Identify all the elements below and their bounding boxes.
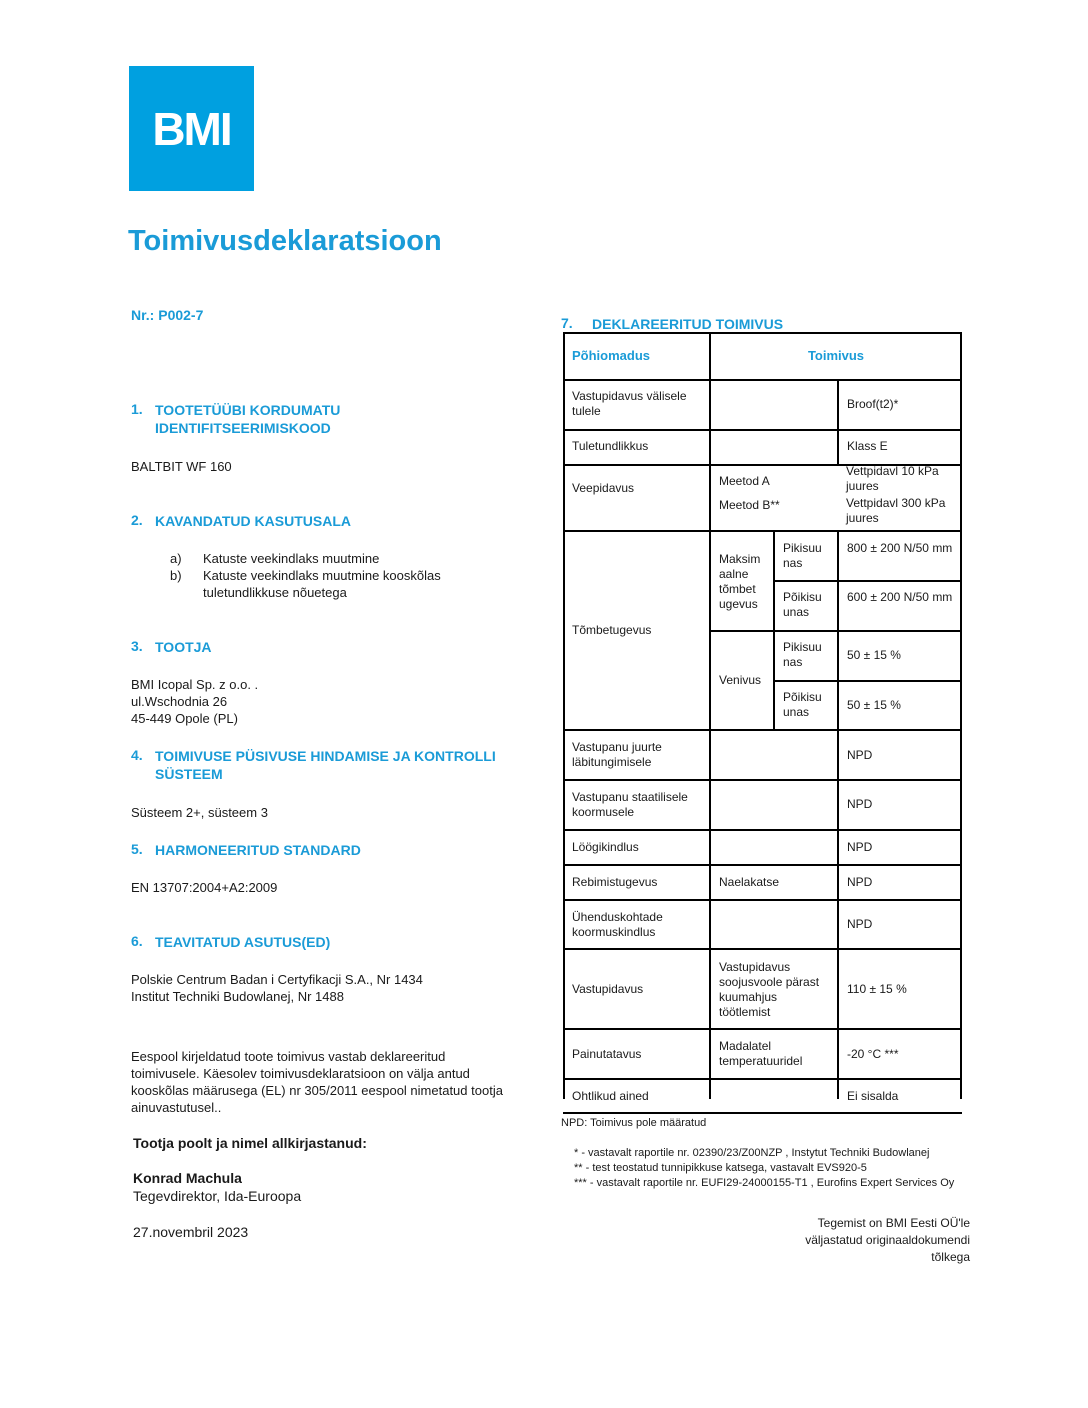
table-border bbox=[960, 332, 962, 1099]
manufacturer-address bbox=[131, 676, 258, 727]
property-joint-strength: Ühenduskohtade koormuskindlus bbox=[572, 910, 663, 939]
section-1-number: 1. bbox=[131, 401, 143, 417]
section-5-title: HARMONEERITUD STANDARD bbox=[155, 842, 361, 858]
value-static-load: NPD bbox=[847, 797, 873, 811]
value-tensile-longitudinal: 800 ± 200 N/50 mm bbox=[847, 541, 953, 555]
table-border bbox=[563, 1028, 962, 1030]
footnote: ** - test teostatud tunnipikkuse katsega, vastavalt EVS920-5 bbox=[574, 1162, 867, 1174]
bmi-logo bbox=[129, 66, 254, 191]
table-border bbox=[563, 864, 962, 866]
section-4-number: 4. bbox=[131, 747, 143, 763]
section-1-heading bbox=[131, 401, 551, 441]
signature-label: Tootja poolt ja nimel allkirjastanud: bbox=[133, 1135, 367, 1151]
value-dangerous-substances: Ei sisalda bbox=[847, 1089, 899, 1103]
page-title: Toimivusdeklaratsioon bbox=[128, 225, 442, 257]
section-2-title: KAVANDATUD KASUTUSALA bbox=[155, 513, 351, 529]
section-3-heading bbox=[131, 638, 551, 658]
list-item-text: Katuste veekindlaks muutmine bbox=[203, 551, 380, 566]
direction-longitudinal: Pikisuu nas bbox=[783, 640, 822, 669]
property-watertightness: Veepidavus bbox=[572, 481, 635, 495]
condition-low-temperature: Madalatel temperatuuridel bbox=[719, 1039, 803, 1068]
section-2-heading bbox=[131, 512, 551, 532]
table-border bbox=[774, 580, 962, 582]
table-border bbox=[774, 680, 962, 682]
section-1-title: TOOTETÜÜBI KORDUMATU IDENTIFITSEERIMISKOOD bbox=[155, 402, 341, 436]
value-durability: 110 ± 15 % bbox=[847, 982, 907, 996]
section-6-title: TEAVITATUD ASUTUS(ED) bbox=[155, 934, 331, 950]
footnotes bbox=[574, 1146, 954, 1191]
signature-date: 27.novembril 2023 bbox=[133, 1224, 249, 1240]
property-static-load: Vastupanu staatilisele koormusele bbox=[572, 790, 688, 819]
section-5-number: 5. bbox=[131, 841, 143, 857]
value-joint-strength: NPD bbox=[847, 917, 873, 931]
direction-transverse: Põikisu unas bbox=[783, 690, 822, 719]
section-3-number: 3. bbox=[131, 638, 143, 654]
table-border bbox=[709, 332, 711, 1099]
doc-number: Nr.: P002-7 bbox=[131, 307, 204, 323]
address-line: ul.Wschodnia 26 bbox=[131, 694, 228, 709]
footnote: *** - vastavalt raportile nr. EUFI29-24000155-T1 , Eurofins Expert Services Oy bbox=[574, 1177, 955, 1189]
property-tear-resistance: Rebimistugevus bbox=[572, 875, 658, 889]
table-border bbox=[563, 1078, 962, 1080]
table-border bbox=[563, 729, 962, 731]
property-durability: Vastupidavus bbox=[572, 982, 644, 996]
section-7-number: 7. bbox=[561, 315, 573, 331]
section-4-body: Süsteem 2+, süsteem 3 bbox=[131, 805, 268, 820]
list-item-label: b) bbox=[170, 568, 182, 583]
property-root-penetration: Vastupanu juurte läbitungimisele bbox=[572, 740, 662, 769]
value-tensile-transverse: 600 ± 200 N/50 mm bbox=[847, 590, 953, 604]
section-3-title: TOOTJA bbox=[155, 639, 212, 655]
table-border bbox=[563, 1112, 962, 1114]
value-fire-resistance: Broof(t2)* bbox=[847, 397, 899, 411]
method-nail-test: Naelakatse bbox=[719, 875, 780, 889]
table-border bbox=[563, 899, 962, 901]
table-border bbox=[837, 379, 839, 466]
value-elongation-longitudinal: 50 ± 15 % bbox=[847, 648, 901, 662]
table-border bbox=[710, 630, 962, 632]
table-border bbox=[563, 948, 962, 950]
table-border bbox=[563, 379, 962, 381]
address-line: 45-449 Opole (PL) bbox=[131, 711, 238, 726]
list-item bbox=[170, 567, 510, 601]
table-border bbox=[837, 530, 839, 1099]
section-1-body: BALTBIT WF 160 bbox=[131, 459, 232, 474]
translation-note-line: väljastatud originaaldokumendi bbox=[805, 1233, 970, 1247]
value-tear-resistance: NPD bbox=[847, 875, 873, 889]
property-tensile-strength: Tõmbetugevus bbox=[572, 623, 652, 637]
section-4-heading bbox=[131, 747, 551, 787]
value-watertightness-b: Vettpidavl 300 kPa juures bbox=[846, 496, 946, 525]
value-fire-reaction: Klass E bbox=[847, 439, 888, 453]
table-border bbox=[563, 332, 565, 1099]
condition-heat-aging: Vastupidavus soojusvoole pärast kuumahjus töötlemist bbox=[719, 960, 820, 1019]
table-border bbox=[773, 530, 775, 731]
logo-text: BMI bbox=[152, 102, 231, 155]
notified-bodies bbox=[131, 971, 423, 1005]
value-elongation-transverse: 50 ± 15 % bbox=[847, 698, 901, 712]
table-border bbox=[563, 530, 962, 532]
group-elongation: Venivus bbox=[719, 673, 762, 687]
signer-name: Konrad Machula bbox=[133, 1170, 242, 1186]
list-item-label: a) bbox=[170, 551, 182, 566]
direction-longitudinal: Pikisuu nas bbox=[783, 541, 822, 570]
notified-body-line: Polskie Centrum Badan i Certyfikacji S.A., Nr 1434 bbox=[131, 972, 423, 987]
value-impact-resistance: NPD bbox=[847, 840, 873, 854]
footnote: * - vastavalt raportile nr. 02390/23/Z00NZP , Instytut Techniki Budowlanej bbox=[574, 1147, 930, 1159]
translation-note bbox=[760, 1215, 970, 1266]
table-border bbox=[563, 829, 962, 831]
property-impact-resistance: Löögikindlus bbox=[572, 840, 639, 854]
section-5-body: EN 13707:2004+A2:2009 bbox=[131, 880, 278, 895]
table-border bbox=[563, 332, 962, 334]
table-header-property: Põhiomadus bbox=[572, 348, 651, 363]
translation-note-line: Tegemist on BMI Eesti OÜ'le bbox=[817, 1216, 970, 1230]
section-4-title: TOIMIVUSE PÜSIVUSE HINDAMISE JA KONTROLLI SÜSTEEM bbox=[155, 748, 496, 782]
signer-role: Tegevdirektor, Ida-Euroopa bbox=[133, 1188, 302, 1204]
list-item bbox=[170, 550, 510, 567]
section-2-number: 2. bbox=[131, 512, 143, 528]
group-max-tensile: Maksim aalne tõmbet ugevus bbox=[719, 552, 761, 611]
notified-body-line: Institut Techniki Budowlanej, Nr 1488 bbox=[131, 989, 344, 1004]
value-flexibility: -20 °C *** bbox=[847, 1047, 899, 1061]
property-fire-reaction: Tuletundlikkus bbox=[572, 439, 649, 453]
section-7-title: DEKLAREERITUD TOIMIVUS bbox=[592, 316, 784, 332]
list-item-text: Katuste veekindlaks muutmine kooskõlas tuletundlikkuse nõuetega bbox=[203, 568, 441, 600]
table-border bbox=[563, 429, 962, 431]
method-b: Meetod B** bbox=[719, 498, 780, 512]
conformity-statement: Eespool kirjeldatud toote toimivus vastab deklareeritud toimivusele. Käesolev toimivusdeklaratsioon on välja antud kooskõlas määrusega (EL) nr 305/2011 eespool nimetatud tootja ainuvastutusel.. bbox=[131, 1049, 503, 1115]
address-line: BMI Icopal Sp. z o.o. . bbox=[131, 677, 259, 692]
value-root-penetration: NPD bbox=[847, 748, 873, 762]
section-5-heading bbox=[131, 841, 551, 861]
npd-note: NPD: Toimivus pole määratud bbox=[561, 1117, 707, 1129]
table-border bbox=[563, 779, 962, 781]
property-fire-resistance: Vastupidavus välisele tulele bbox=[572, 389, 687, 418]
direction-transverse: Põikisu unas bbox=[783, 590, 822, 619]
section-6-heading bbox=[131, 933, 551, 953]
table-header-performance: Toimivus bbox=[807, 348, 865, 363]
property-dangerous-substances: Ohtlikud ained bbox=[572, 1089, 649, 1103]
translation-note-line: tõlkega bbox=[931, 1250, 970, 1264]
value-watertightness-a: Vettpidavl 10 kPa juures bbox=[846, 464, 939, 493]
method-a: Meetod A bbox=[719, 474, 770, 488]
property-flexibility: Painutatavus bbox=[572, 1047, 642, 1061]
section-6-number: 6. bbox=[131, 933, 143, 949]
